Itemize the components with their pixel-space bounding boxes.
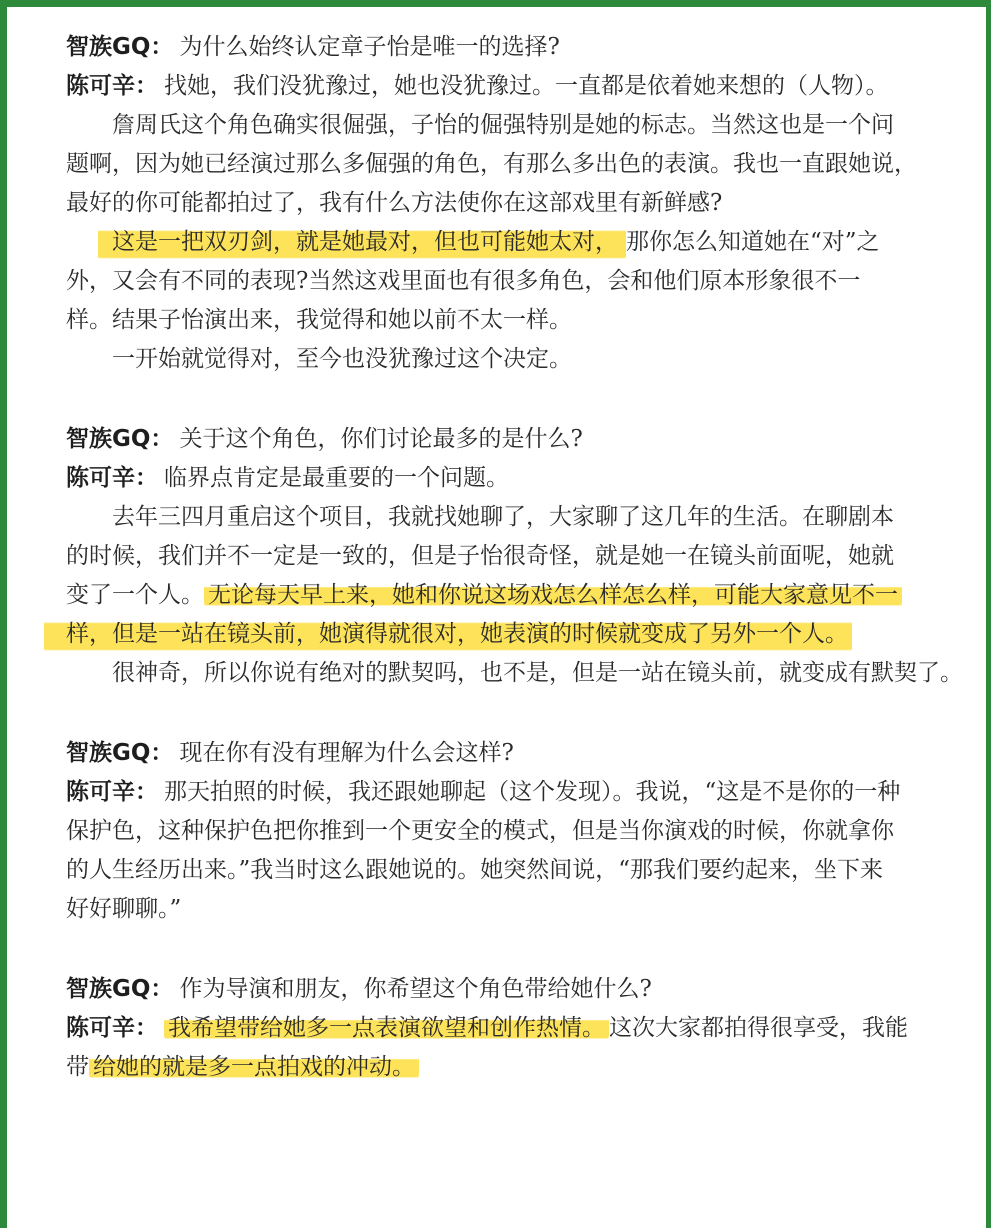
answer-4 [66, 1009, 932, 1048]
answer-2 [66, 459, 932, 498]
speaker-label: 陈可辛： [66, 465, 158, 491]
question-4 [66, 970, 932, 1009]
section-gap [66, 379, 932, 420]
highlighted-text: 给她的就是多一点拍戏的冲动。 [89, 1054, 419, 1080]
paragraph-line: 一开始就觉得对，至今也没犹豫过这个决定。 [112, 346, 572, 372]
answer-text: 这次大家都拍得很享受，我能 [609, 1015, 908, 1041]
highlighted-text: 我希望带给她多一点表演欲望和创作热情。 [164, 1015, 609, 1041]
highlighted-text: 样，但是一站在镜头前，她演得就很对，她表演的时候就变成了另外一个人。 [44, 615, 852, 654]
speaker-label: 智族GQ： [66, 34, 174, 60]
paragraph-line: 样。结果子怡演出来，我觉得和她以前不太一样。 [66, 307, 572, 333]
paragraph-line [66, 223, 932, 262]
highlighted-text: 无论每天早上来，她和你说这场戏怎么样怎么样，可能大家意见不一 [204, 582, 902, 608]
speaker-label: 智族GQ： [66, 426, 174, 452]
paragraph-line: 好好聊聊。” [66, 896, 182, 922]
question-text: 作为导演和朋友，你希望这个角色带给她什么? [179, 976, 652, 1002]
speaker-label: 陈可辛： [66, 1015, 158, 1041]
paragraph-line: 的人生经历出来。”我当时这么跟她说的。她突然间说，“那我们要约起来，坐下来 [66, 857, 884, 883]
paragraph-line: 题啊，因为她已经演过那么多倔强的角色，有那么多出色的表演。我也一直跟她说， [66, 151, 917, 177]
highlighted-text: 这是一把双刃剑，就是她最对，但也可能她太对， [98, 223, 626, 262]
section-gap [66, 929, 932, 970]
speaker-label: 陈可辛： [66, 73, 158, 99]
paragraph-text: 变了一个人。 [66, 582, 204, 608]
section-gap [66, 693, 932, 734]
paragraph-line: 詹周氏这个角色确实很倔强，子怡的倔强特别是她的标志。当然这也是一个问 [112, 112, 894, 138]
question-1 [66, 28, 932, 67]
paragraph-line: 的时候，我们并不一定是一致的，但是子怡很奇怪，就是她一在镜头前面呢，她就 [66, 543, 894, 569]
green-frame-left [0, 0, 7, 1228]
paragraph-line: 最好的你可能都拍过了，我有什么方法使你在这部戏里有新鲜感? [66, 190, 723, 216]
speaker-label: 陈可辛： [66, 779, 158, 805]
answer-1 [66, 67, 932, 106]
question-text: 关于这个角色，你们讨论最多的是什么? [179, 426, 583, 452]
green-frame-top [0, 0, 991, 7]
article-body [66, 28, 963, 1087]
question-3 [66, 734, 932, 773]
paragraph-line [66, 576, 932, 615]
green-frame-right [986, 0, 991, 1228]
question-text: 为什么始终认定章子怡是唯一的选择? [179, 34, 560, 60]
paragraph-line: 保护色，这种保护色把你推到一个更安全的模式，但是当你演戏的时候，你就拿你 [66, 818, 894, 844]
question-text: 现在你有没有理解为什么会这样? [179, 740, 514, 766]
paragraph-line: 外，又会有不同的表现?当然这戏里面也有很多角色，会和他们原本形象很不一 [66, 268, 861, 294]
paragraph-line: 很神奇，所以你说有绝对的默契吗，也不是，但是一站在镜头前，就变成有默契了。 [112, 660, 963, 686]
question-2 [66, 420, 932, 459]
answer-text: 那天拍照的时候，我还跟她聊起（这个发现）。我说，“这是不是你的一种 [164, 779, 901, 805]
answer-text: 临界点肯定是最重要的一个问题。 [164, 465, 509, 491]
speaker-label: 智族GQ： [66, 976, 174, 1002]
paragraph-text: 带 [66, 1054, 89, 1080]
paragraph-text: 那你怎么知道她在“对”之 [626, 229, 880, 255]
answer-3 [66, 773, 932, 812]
paragraph-line [66, 615, 932, 654]
answer-text: 找她，我们没犹豫过，她也没犹豫过。一直都是依着她来想的（人物）。 [164, 73, 889, 99]
speaker-label: 智族GQ： [66, 740, 174, 766]
paragraph-line: 去年三四月重启这个项目，我就找她聊了，大家聊了这几年的生活。在聊剧本 [112, 504, 894, 530]
paragraph-line [66, 1048, 932, 1087]
